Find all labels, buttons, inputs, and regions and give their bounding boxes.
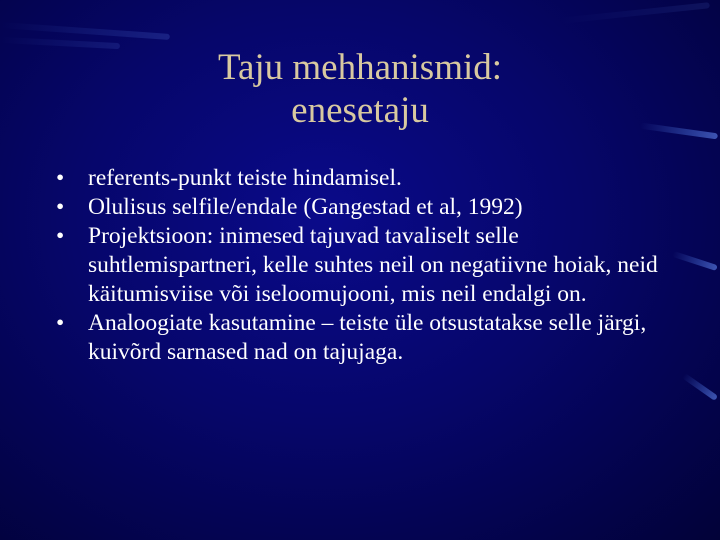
bullet-text: Projektsioon: inimesed tajuvad tavaliselt selle suhtlemispartneri, kelle suhtes neil on negatiivne hoiak, neid käitumisviise või iseloomujooni, mis neil endalgi on. — [88, 223, 658, 307]
bullet-item — [56, 309, 676, 367]
decor-streak — [682, 373, 718, 401]
bullet-text: Analoogiate kasutamine – teiste üle otsustatakse selle järgi, kuivõrd sarnased nad on tajujaga. — [88, 310, 647, 365]
bullet-item — [56, 193, 676, 222]
bullet-marker: • — [56, 194, 65, 220]
bullet-marker: • — [56, 165, 65, 191]
bullet-marker: • — [56, 223, 65, 249]
decor-streak — [560, 2, 710, 24]
bullet-list — [56, 164, 676, 367]
bullet-item — [56, 164, 676, 193]
bullet-item — [56, 222, 676, 309]
bullet-text: referents-punkt teiste hindamisel. — [88, 165, 402, 191]
decor-streak — [672, 251, 718, 271]
bullet-text: Olulisus selfile/endale (Gangestad et al, 1992) — [88, 194, 523, 220]
slide-title-line: Taju mehhanismid: — [217, 47, 503, 88]
slide-title-line: enesetaju — [291, 90, 429, 131]
slide-title — [0, 46, 720, 132]
bullet-marker: • — [56, 310, 65, 336]
